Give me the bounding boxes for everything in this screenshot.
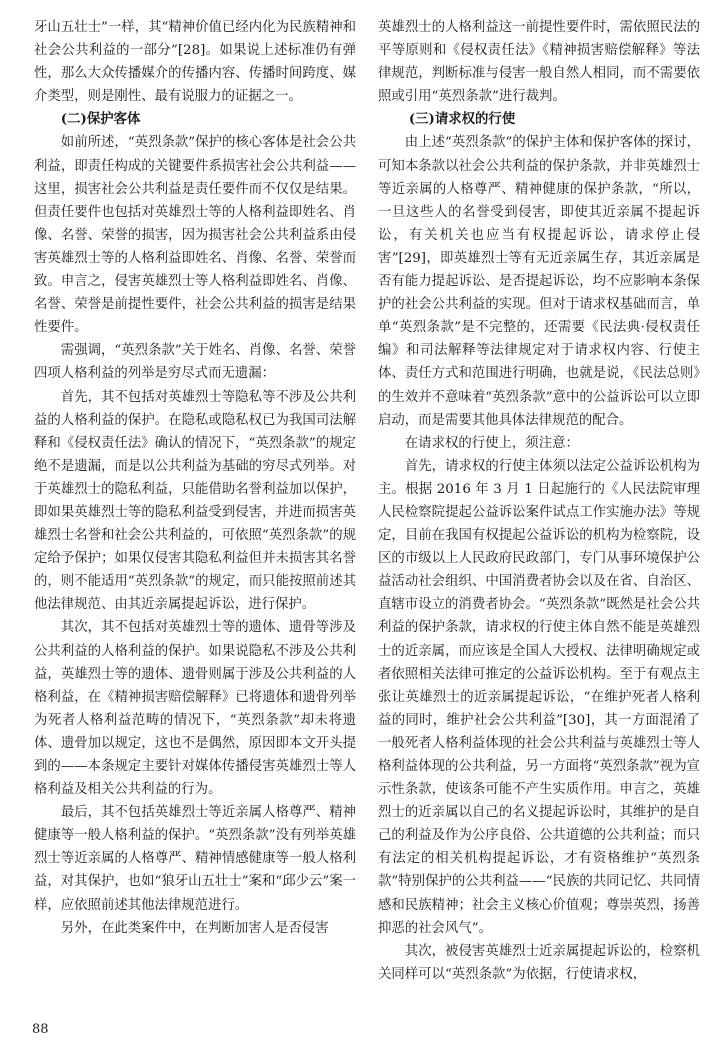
right-paragraph: 由上述“英烈条款”的保护主体和保护客体的探讨，可知本条款以社会公共利益的保护条款，并非英雄烈士等近亲属的人格尊严、精神健康的保护条款，“所以，一旦这些人的名誉受到侵害，即使其近亲属不提起诉讼，有关机关也应当有权提起诉讼，请求停止侵害”[29]，即英雄烈士等有无近亲属生存，其近亲属是否有能力提起诉讼、是否提起诉讼，均不应影响本条保护的社会公共利益的实现。但对于请求权基础而言，单单“英烈条款”是不完整的，还需要《民法典·侵权责任编》和司法解释等法律规定对于请求权内容、行使主体、责任方式和范围进行明确，也就是说，《民法总则》的生效并不意味着“英烈条款”意中的公益诉讼可以立即启动，而是需要其他具体法律规范的配合。 [378,135,700,428]
right-paragraph-continued: 英雄烈士的人格利益这一前提性要件时，需依照民法的平等原则和《侵权责任法》《精神损害赔偿解释》等法律规范，判断标准与侵害一般自然人相同，而不需要依照或引用“英烈条款”进行裁判。 [378,20,700,105]
left-paragraph: 需强调，“英烈条款”关于姓名、肖像、名誉、荣誉四项人格利益的列举是穷尽式而无遗漏： [34,343,356,382]
left-paragraph: 首先，其不包括对英雄烈士等隐私等不涉及公共利益的人格利益的保护。在隐私或隐私权已为我国司法解释和《侵权责任法》确认的情况下，“英烈条款”的规定绝不是遗漏，而是以公共利益为基础的穷尽式列举。对于英雄烈士的隐私利益，只能借助名誉利益加以保护，即如果英雄烈士等的隐私利益受到侵害，并进而损害英雄烈士名誉和社会公共利益的，可依照“英烈条款”的规定给予保护；如果仅侵害其隐私利益但并未损害其名誉的，则不能适用“英烈条款”的规定，而只能按照前述其他法律规范、由其近亲属提起诉讼，进行保护。 [34,389,356,613]
section-heading-protected-object: (二)保护客体 [60,111,141,128]
left-paragraph: 如前所述，“英烈条款”保护的核心客体是社会公共利益，即责任构成的关键要件系损害社会公共利益——这里，损害社会公共利益是责任要件而不仅仅是结果。但责任要件也包括对英雄烈士等的人格利益即姓名、肖像、名誉、荣誉的损害，因为损害社会公共利益系由侵害英雄烈士等的人格利益即姓名、肖像、名誉、荣誉而致。申言之，侵害英雄烈士等人格利益即姓名、肖像、名誉、荣誉是前提性要件，社会公共利益的损害是结果性要件。 [34,135,356,336]
section-heading-claim-exercise: (三)请求权的行使 [408,111,516,128]
right-paragraph: 其次，被侵害英雄烈士近亲属提起诉讼的，检察机关同样可以“英烈条款”为依据，行使请求权， [378,943,700,982]
left-paragraph: 另外，在此类案件中，在判断加害人是否侵害 [60,920,329,936]
right-paragraph: 在请求权的行使上，须注意： [404,435,579,451]
right-paragraph: 首先，请求权的行使主体须以法定公益诉讼机构为主。根据 2016 年 3 月 1 日起施行的《人民法院审理人民检察院提起公益诉讼案件试点工作实施办法》等规定，目前在我国有权提起公益诉讼的机构为检察院，设区的市级以上人民政府民政部门，专门从事环境保护公益活动社会组织、中国消费者协会以及在省、自治区、直辖市设立的消费者协会。“英烈条款”既然是社会公共利益的保护条款，请求权的行使主体自然不能是英雄烈士的近亲属，而应该是全国人大授权、法律明确规定或者依照相关法律可推定的公益诉讼机构。至于有观点主张让英雄烈士的近亲属提起诉讼，“在维护死者人格利益的同时，维护社会公共利益”[30]，其一方面混淆了一般死者人格利益体现的社会公共利益与英雄烈士等人格利益体现的公共利益，另一方面将“英烈条款”视为宣示性条款，使该条可能不产生实质作用。申言之，英雄烈士的近亲属以自己的名义提起诉讼时，其维护的是自己的利益及作为公序良俗、公共道德的公共利益；而只有法定的相关机构提起诉讼，才有资格维护“英烈条款”特别保护的公共利益——“民族的共同记忆、共同情感和民族精神；社会主义核心价值观；尊崇英烈，扬善抑恶的社会风气”。 [378,458,700,936]
left-paragraph: 其次，其不包括对英雄烈士等的遗体、遗骨等涉及公共利益的人格利益的保护。如果说隐私不涉及公共利益，英雄烈士等的遗体、遗骨则属于涉及公共利益的人格利益，在《精神损害赔偿解释》已将遗体和遗骨列举为死者人格利益范畴的情况下，“英烈条款”却未将遗体、遗骨加以规定，这也不是偶然，原因即本文开头提到的——本条规定主要针对媒体传播侵害英雄烈士等人格利益及相关公共利益的行为。 [34,620,356,798]
left-paragraph: 最后，其不包括英雄烈士等近亲属人格尊严、精神健康等一般人格利益的保护。“英烈条款”没有列举英雄烈士等近亲属的人格尊严、精神情感健康等一般人格利益，对其保护，也如“狼牙山五壮士”案和“邱少云”案一样，应依照前述其他法律规范进行。 [34,805,356,913]
left-column [34,16,356,940]
page-number: 88 [32,1022,49,1037]
left-paragraph-continued: 牙山五壮士”一样，其“精神价值已经内化为民族精神和社会公共利益的一部分”[28]。如果说上述标准仍有弹性，那么大众传播媒介的传播内容、传播时间跨度、媒介类型，则是刚性、最有说服力的证据之一。 [34,20,356,105]
right-column [378,16,700,986]
